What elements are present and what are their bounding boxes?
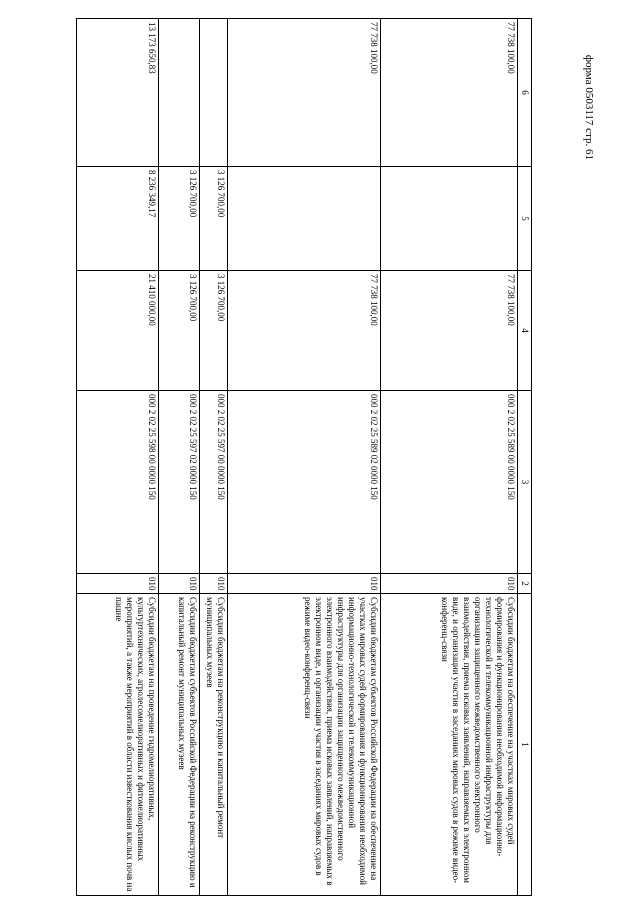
row-executed: 3 126 700,00 (159, 167, 200, 271)
form-reference: форма 0503117 стр. 61 (583, 54, 595, 160)
column-header: 2 (518, 574, 532, 594)
row-approved: 3 126 700,00 (200, 271, 228, 391)
row-executed: 8 236 349,17 (77, 167, 159, 271)
row-executed: 3 126 700,00 (200, 167, 228, 271)
row-unexecuted: 77 738 100,00 (228, 19, 381, 167)
row-unexecuted: 77 738 100,00 (381, 19, 518, 167)
column-numbers-row (518, 19, 532, 896)
row-unexecuted: 13 173 650,83 (77, 19, 159, 167)
row-line-code: 010 (159, 574, 200, 594)
row-description: Субсидии бюджетам субъектов Российской Федерации на обеспечение на участках мировых судей формирования и функционирования необходимой информационно-технологической и телекоммуникационной инфраструктуры для организации защищенного межведомственного электронного взаимодействия, приема исковых заявлений, направляемых в электронном виде, и организации участия в заседаниях мировых судов в режиме видео-конференц-связи (228, 594, 381, 896)
table-row (200, 19, 228, 896)
row-line-code: 010 (200, 574, 228, 594)
row-kbk-code: 000 2 02 25 589 00 0000 150 (381, 391, 518, 574)
row-approved: 21 410 000,00 (77, 271, 159, 391)
row-kbk-code: 000 2 02 25 598 00 0000 150 (77, 391, 159, 574)
row-executed (228, 167, 381, 271)
rotated-report-table (77, 18, 532, 895)
row-approved: 77 738 100,00 (228, 271, 381, 391)
row-kbk-code: 000 2 02 25 589 02 0000 150 (228, 391, 381, 574)
table-row (381, 19, 518, 896)
row-description: Субсидии бюджетам на обеспечение на участках мировых судей формирования и функционирования необходимой информационно-технологической и телекоммуникационной инфраструктуры для организации защищенного межведомственного электронного взаимодействия, приема исковых заявлений, направляемых в электронном виде, и организации участия в заседаниях мировых судов в режиме видео-конференц-связи (381, 594, 518, 896)
column-header: 6 (518, 19, 532, 167)
row-description: Субсидии бюджетам на реконструкцию и капитальный ремонт муниципальных музеев (200, 594, 228, 896)
table-row (77, 19, 159, 896)
row-unexecuted (200, 19, 228, 167)
column-header: 3 (518, 391, 532, 574)
column-header: 1 (518, 594, 532, 896)
row-description: Субсидии бюджетам субъектов Российской Федерации на реконструкцию и капитальный ремонт муниципальных музеев (159, 594, 200, 896)
row-approved: 77 738 100,00 (381, 271, 518, 391)
row-kbk-code: 000 2 02 25 597 02 0000 150 (159, 391, 200, 574)
table-row (228, 19, 381, 896)
row-kbk-code: 000 2 02 25 597 00 0000 150 (200, 391, 228, 574)
row-line-code: 010 (381, 574, 518, 594)
column-header: 4 (518, 271, 532, 391)
table-row (159, 19, 200, 896)
column-header: 5 (518, 167, 532, 271)
row-description: Субсидии бюджетам на проведение гидромелиоративных, культуртехнических, агролесомелиоративных и фитомелиоративных мероприятий, а также мероприятий в области известкования кислых почв на пашне (77, 594, 159, 896)
row-approved: 3 126 700,00 (159, 271, 200, 391)
row-line-code: 010 (77, 574, 159, 594)
revenue-table (76, 18, 532, 896)
row-executed (381, 167, 518, 271)
row-line-code: 010 (228, 574, 381, 594)
row-unexecuted (159, 19, 200, 167)
